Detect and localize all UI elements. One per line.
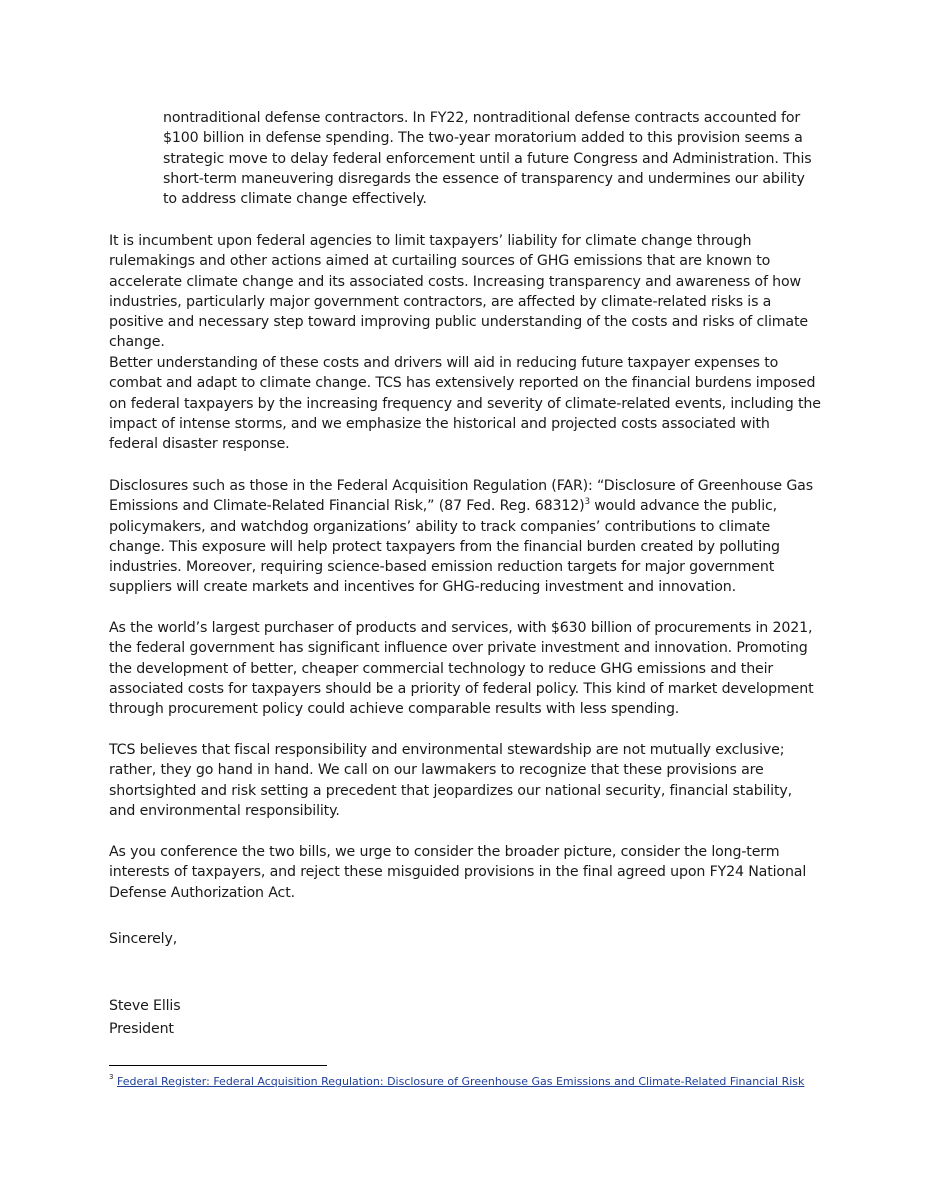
closing-salutation: Sincerely, — [109, 931, 178, 947]
far-disclosures-text-after: would advance the public, policymakers, and watchdog organizations’ ability to track companies’ contributions to climate change. This exposure will help protect taxpayers from the financial burden created by polluting industries. Moreover, requiring science-based emission reduction targets for major government suppliers will create markets and incentives for GHG-reducing investment and innovation. — [109, 498, 780, 596]
footnote-divider — [109, 1065, 327, 1066]
footnote — [109, 1075, 829, 1089]
signatory-name: Steve Ellis — [109, 998, 181, 1014]
paragraph-taxpayer-costs: Better understanding of these costs and drivers will aid in reducing future taxpayer expenses to combat and adapt to climate change. TCS has extensively reported on the financial burdens imposed on federal taxpayers by the increasing frequency and severity of climate-related events, including the impact of intense storms, and we emphasize the historical and projected costs associated with federal disaster response. — [109, 355, 821, 453]
paragraph-far-disclosures — [109, 476, 821, 598]
paragraph-conference-request: As you conference the two bills, we urge to consider the broader picture, consider the long-term interests of taxpayers, and reject these misguided provisions in the final agreed upon FY24 National Defense Authorization Act. — [109, 844, 807, 901]
footnote-link[interactable]: Federal Register: Federal Acquisition Regulation: Disclosure of Greenhouse Gas Emissions and Climate-Related Financial Risk — [116, 1075, 805, 1088]
continued-paragraph: nontraditional defense contractors. In FY22, nontraditional defense contracts accounted for $100 billion in defense spending. The two-year moratorium added to this provision seems a strategic move to delay federal enforcement until a future Congress and Administration. This short-term maneuvering disregards the essence of transparency and undermines our ability to address climate change effectively. — [163, 110, 812, 208]
far-disclosures-text-before: Disclosures such as those in the Federal Acquisition Regulation (FAR): “Disclosure of Greenhouse Gas Emissions and Climate-Related Financial Risk,” (87 Fed. Reg. 68312) — [109, 478, 813, 515]
footnote-reference: 3 — [584, 496, 590, 507]
signatory-title: President — [109, 1021, 174, 1037]
paragraph-agency-liability: It is incumbent upon federal agencies to limit taxpayers’ liability for climate change through rulemakings and other actions aimed at curtailing sources of GHG emissions that are known to accelerate climate change and its associated costs. Increasing transparency and awareness of how industries, particularly major government contractors, are affected by climate-related risks is a positive and necessary step toward improving public understanding of the costs and risks of climate change. — [109, 233, 808, 351]
paragraph-procurement: As the world’s largest purchaser of products and services, with $630 billion of procurements in 2021, the federal government has significant influence over private investment and innovation. Promoting the development of better, cheaper commercial technology to reduce GHG emissions and their associated costs for taxpayers should be a priority of federal policy. This kind of market development through procurement policy could achieve comparable results with less spending. — [109, 620, 814, 718]
footnote-number: 3 — [109, 1073, 114, 1082]
paragraph-fiscal-responsibility: TCS believes that fiscal responsibility and environmental stewardship are not mutually exclusive; rather, they go hand in hand. We call on our lawmakers to recognize that these provisions are shortsighted and risk setting a precedent that jeopardizes our national security, financial stability, and environmental responsibility. — [109, 742, 792, 819]
